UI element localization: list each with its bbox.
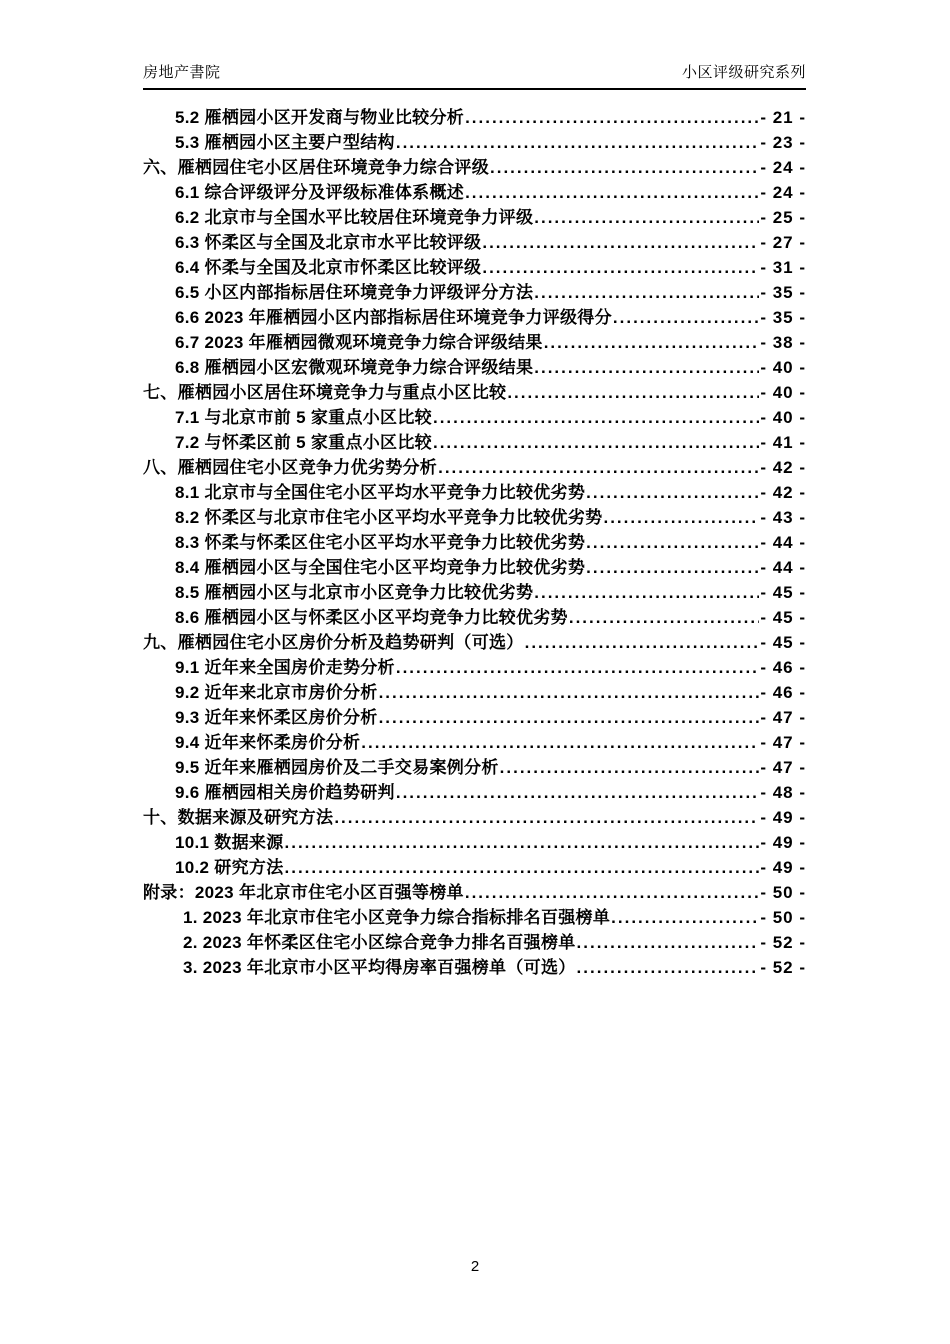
toc-entry-text: 6.7 2023 年雁栖园微观环境竞争力综合评级结果 (175, 333, 543, 352)
toc-entry[interactable] (143, 530, 806, 555)
toc-entry[interactable] (143, 930, 806, 955)
toc-entry-text: 8.1 北京市与全国住宅小区平均水平竞争力比较优劣势 (175, 483, 586, 502)
toc-entry-text: 8.5 雁栖园小区与北京市小区竞争力比较优劣势 (175, 583, 534, 602)
toc-entry-page: - 24 - (760, 183, 806, 202)
toc-entry[interactable] (143, 855, 806, 880)
toc-entry-text: 9.4 近年来怀柔房价分析 (175, 733, 361, 752)
toc-leader-dots (611, 905, 759, 930)
toc-entry-page: - 47 - (760, 708, 806, 727)
toc-leader-dots (544, 330, 760, 355)
page-footer (0, 1258, 950, 1275)
toc-entry[interactable] (143, 480, 806, 505)
toc-entry[interactable] (143, 130, 806, 155)
toc-entry[interactable] (143, 880, 806, 905)
toc-entry-page: - 38 - (760, 333, 806, 352)
toc-entry[interactable] (143, 380, 806, 405)
toc-entry[interactable] (143, 430, 806, 455)
toc-entry[interactable] (143, 580, 806, 605)
toc-entry[interactable] (143, 280, 806, 305)
toc-entry-page: - 47 - (760, 733, 806, 752)
toc-entry-page: - 41 - (760, 433, 806, 452)
toc-entry-page: - 42 - (760, 483, 806, 502)
toc-entry-text: 9.3 近年来怀柔区房价分析 (175, 708, 378, 727)
toc-leader-dots (500, 755, 760, 780)
toc-entry-page: - 43 - (760, 508, 806, 527)
toc-leader-dots (438, 455, 759, 480)
toc-entry[interactable] (143, 355, 806, 380)
toc-entry-page: - 49 - (760, 808, 806, 827)
toc-entry-page: - 50 - (760, 908, 806, 927)
toc-leader-dots (396, 780, 759, 805)
toc-leader-dots (482, 230, 759, 255)
toc-entry[interactable] (143, 405, 806, 430)
toc-entry-text: 6.4 怀柔与全国及北京市怀柔区比较评级 (175, 258, 482, 277)
toc-leader-dots (379, 705, 760, 730)
toc-leader-dots (534, 205, 759, 230)
toc-entry-text: 1. 2023 年北京市住宅小区竞争力综合指标排名百强榜单 (183, 908, 611, 927)
header-left-text: 房地产書院 (143, 64, 221, 81)
toc-entry-text: 十、数据来源及研究方法 (143, 808, 334, 827)
toc-entry-text: 8.6 雁栖园小区与怀柔区小区平均竞争力比较优劣势 (175, 608, 568, 627)
toc-entry-page: - 45 - (760, 583, 806, 602)
toc-leader-dots (433, 405, 759, 430)
toc-entry-text: 七、雁栖园小区居住环境竞争力与重点小区比较 (143, 383, 507, 402)
toc-leader-dots (613, 305, 759, 330)
toc-entry-page: - 42 - (760, 458, 806, 477)
toc-entry[interactable] (143, 505, 806, 530)
toc-entry-page: - 46 - (760, 658, 806, 677)
toc-entry-text: 5.3 雁栖园小区主要户型结构 (175, 133, 395, 152)
toc-entry[interactable] (143, 680, 806, 705)
toc-entry-page: - 27 - (760, 233, 806, 252)
toc-entry-page: - 45 - (760, 608, 806, 627)
toc-leader-dots (586, 555, 759, 580)
toc-leader-dots (507, 380, 759, 405)
toc-entry-text: 2. 2023 年怀柔区住宅小区综合竞争力排名百强榜单 (183, 933, 576, 952)
toc-leader-dots (603, 505, 759, 530)
toc-entry[interactable] (143, 555, 806, 580)
toc-entry[interactable] (143, 830, 806, 855)
toc-entry-page: - 50 - (760, 883, 806, 902)
toc-entry-page: - 35 - (760, 308, 806, 327)
toc-entry-page: - 44 - (760, 533, 806, 552)
toc-entry-text: 6.8 雁栖园小区宏微观环境竞争力综合评级结果 (175, 358, 534, 377)
toc-entry-text: 6.5 小区内部指标居住环境竞争力评级评分方法 (175, 283, 534, 302)
toc-entry-page: - 49 - (760, 858, 806, 877)
toc-entry-text: 5.2 雁栖园小区开发商与物业比较分析 (175, 108, 465, 127)
toc-entry-page: - 48 - (760, 783, 806, 802)
page-header (143, 63, 806, 90)
toc-entry-page: - 52 - (760, 933, 806, 952)
toc-leader-dots (577, 955, 760, 980)
toc-entry-page: - 45 - (760, 633, 806, 652)
toc-leader-dots (534, 580, 759, 605)
toc-entry[interactable] (143, 805, 806, 830)
toc-entry-page: - 21 - (760, 108, 806, 127)
toc-leader-dots (586, 530, 759, 555)
toc-entry-page: - 35 - (760, 283, 806, 302)
toc-entry-page: - 23 - (760, 133, 806, 152)
toc-entry-page: - 52 - (760, 958, 806, 977)
toc-entry-page: - 49 - (760, 833, 806, 852)
toc-leader-dots (577, 930, 760, 955)
toc-entry[interactable] (143, 755, 806, 780)
header-right-text: 小区评级研究系列 (681, 64, 806, 81)
toc-leader-dots (465, 880, 759, 905)
toc-entry-text: 6.1 综合评级评分及评级标准体系概述 (175, 183, 465, 202)
toc-leader-dots (285, 855, 760, 880)
toc-entry[interactable] (143, 230, 806, 255)
toc-entry[interactable] (143, 255, 806, 280)
toc-leader-dots (379, 680, 760, 705)
toc-entry[interactable] (143, 655, 806, 680)
toc-leader-dots (534, 280, 759, 305)
toc-entry-text: 八、雁栖园住宅小区竞争力优劣势分析 (143, 458, 438, 477)
toc-entry-text: 9.6 雁栖园相关房价趋势研判 (175, 783, 395, 802)
toc-leader-dots (465, 105, 759, 130)
toc-entry-page: - 40 - (760, 358, 806, 377)
toc-entry-text: 10.2 研究方法 (175, 858, 284, 877)
toc-entry-page: - 31 - (760, 258, 806, 277)
toc-leader-dots (569, 605, 759, 630)
toc-entry-text: 8.2 怀柔区与北京市住宅小区平均水平竞争力比较优劣势 (175, 508, 603, 527)
toc-leader-dots (361, 730, 759, 755)
toc-leader-dots (433, 430, 759, 455)
toc-entry-page: - 46 - (760, 683, 806, 702)
toc-entry[interactable] (143, 305, 806, 330)
toc-entry-text: 9.2 近年来北京市房价分析 (175, 683, 378, 702)
toc-entry-text: 附录：2023 年北京市住宅小区百强等榜单 (143, 883, 464, 902)
toc-leader-dots (525, 630, 760, 655)
toc-entry[interactable] (143, 730, 806, 755)
toc-entry-page: - 40 - (760, 383, 806, 402)
toc-entry[interactable] (143, 180, 806, 205)
toc-leader-dots (285, 830, 760, 855)
toc-entry-page: - 25 - (760, 208, 806, 227)
toc-entry-text: 8.4 雁栖园小区与全国住宅小区平均竞争力比较优劣势 (175, 558, 586, 577)
toc-entry-text: 7.2 与怀柔区前 5 家重点小区比较 (175, 433, 432, 452)
toc-entry-page: - 24 - (760, 158, 806, 177)
toc-entry-page: - 44 - (760, 558, 806, 577)
toc-entry[interactable] (143, 330, 806, 355)
toc-entry-page: - 40 - (760, 408, 806, 427)
toc-leader-dots (334, 805, 759, 830)
toc-leader-dots (482, 255, 759, 280)
toc-entry[interactable] (143, 705, 806, 730)
toc-leader-dots (396, 130, 759, 155)
toc-entry-text: 6.3 怀柔区与全国及北京市水平比较评级 (175, 233, 482, 252)
toc-entry-text: 9.5 近年来雁栖园房价及二手交易案例分析 (175, 758, 499, 777)
toc-leader-dots (586, 480, 759, 505)
toc-entry[interactable] (143, 905, 806, 930)
toc-leader-dots (396, 655, 759, 680)
toc-entry-text: 8.3 怀柔与怀柔区住宅小区平均水平竞争力比较优劣势 (175, 533, 586, 552)
toc-leader-dots (465, 180, 759, 205)
toc-entry[interactable] (143, 455, 806, 480)
toc-leader-dots (534, 355, 759, 380)
toc-entry-text: 6.2 北京市与全国水平比较居住环境竞争力评级 (175, 208, 534, 227)
toc-entry-text: 六、雁栖园住宅小区居住环境竞争力综合评级 (143, 158, 489, 177)
toc-entry-text: 九、雁栖园住宅小区房价分析及趋势研判（可选） (143, 633, 524, 652)
toc-entry[interactable] (143, 605, 806, 630)
toc-entry[interactable] (143, 955, 806, 980)
toc-entry-text: 7.1 与北京市前 5 家重点小区比较 (175, 408, 432, 427)
toc-leader-dots (490, 155, 759, 180)
toc-entry[interactable] (143, 205, 806, 230)
table-of-contents (143, 105, 806, 980)
toc-entry-text: 10.1 数据来源 (175, 833, 284, 852)
toc-entry[interactable] (143, 630, 806, 655)
toc-entry-text: 3. 2023 年北京市小区平均得房率百强榜单（可选） (183, 958, 576, 977)
toc-entry-page: - 47 - (760, 758, 806, 777)
toc-entry-text: 6.6 2023 年雁栖园小区内部指标居住环境竞争力评级得分 (175, 308, 612, 327)
page-number: 2 (470, 1258, 480, 1275)
toc-entry[interactable] (143, 780, 806, 805)
toc-entry[interactable] (143, 155, 806, 180)
toc-entry-text: 9.1 近年来全国房价走势分析 (175, 658, 395, 677)
toc-entry[interactable] (143, 105, 806, 130)
